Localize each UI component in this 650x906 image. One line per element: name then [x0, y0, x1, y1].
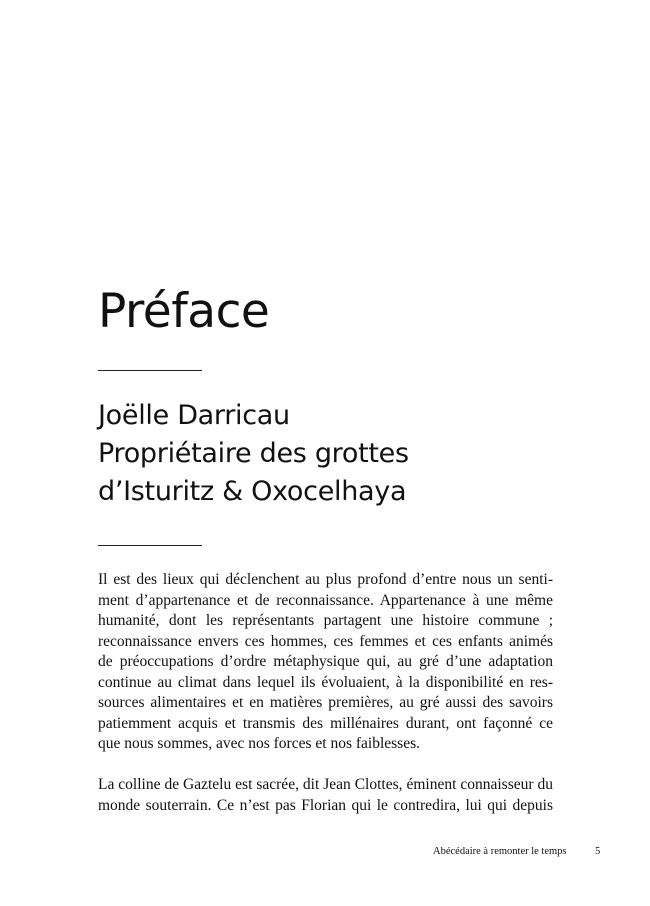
page-number: 5: [595, 846, 601, 857]
paragraph-2: [98, 775, 553, 816]
page-title: Préface: [98, 284, 270, 339]
author-name: Joëlle Darricau: [98, 400, 290, 431]
author-divider: [98, 545, 202, 546]
text-line: de préoccupations d’ordre métaphysique qui, au gré d’une adaptation: [98, 653, 553, 670]
text-line: humanité, dont les représentants partagent une histoire commune ;: [98, 612, 553, 629]
text-line: Il est des lieux qui déclenchent au plus profond d’entre nous un senti-: [98, 571, 553, 588]
author-role-line-1: Propriétaire des grottes: [98, 438, 409, 469]
text-line: reconnaissance envers ces hommes, ces femmes et ces enfants animés: [98, 632, 553, 650]
text-line: ment d’appartenance et de reconnaissance. Appartenance à une même: [98, 591, 553, 609]
text-line: patiemment acquis et transmis des millénaires durant, ont façonné ce: [98, 714, 553, 732]
paragraph-1: [98, 570, 553, 755]
text-line: sources alimentaires et en matières premières, au gré aussi des savoirs: [98, 694, 553, 711]
author-block: [98, 397, 578, 511]
title-divider: [98, 370, 202, 371]
text-line: monde souterrain. Ce n’est pas Florian qui le contredira, lui qui depuis: [98, 796, 553, 814]
body-text: [98, 570, 553, 816]
footer-book-title: Abécédaire à remonter le temps: [433, 846, 567, 857]
paragraph-gap: [98, 755, 553, 776]
text-line: La colline de Gaztelu est sacrée, dit Jean Clottes, éminent connaisseur du: [98, 776, 553, 793]
text-line: continue au climat dans lequel ils évoluaient, à la disponibilité en res-: [98, 673, 553, 691]
text-line: que nous sommes, avec nos forces et nos faiblesses.: [98, 735, 420, 752]
author-role-line-2: d’Isturitz & Oxocelhaya: [98, 476, 407, 507]
